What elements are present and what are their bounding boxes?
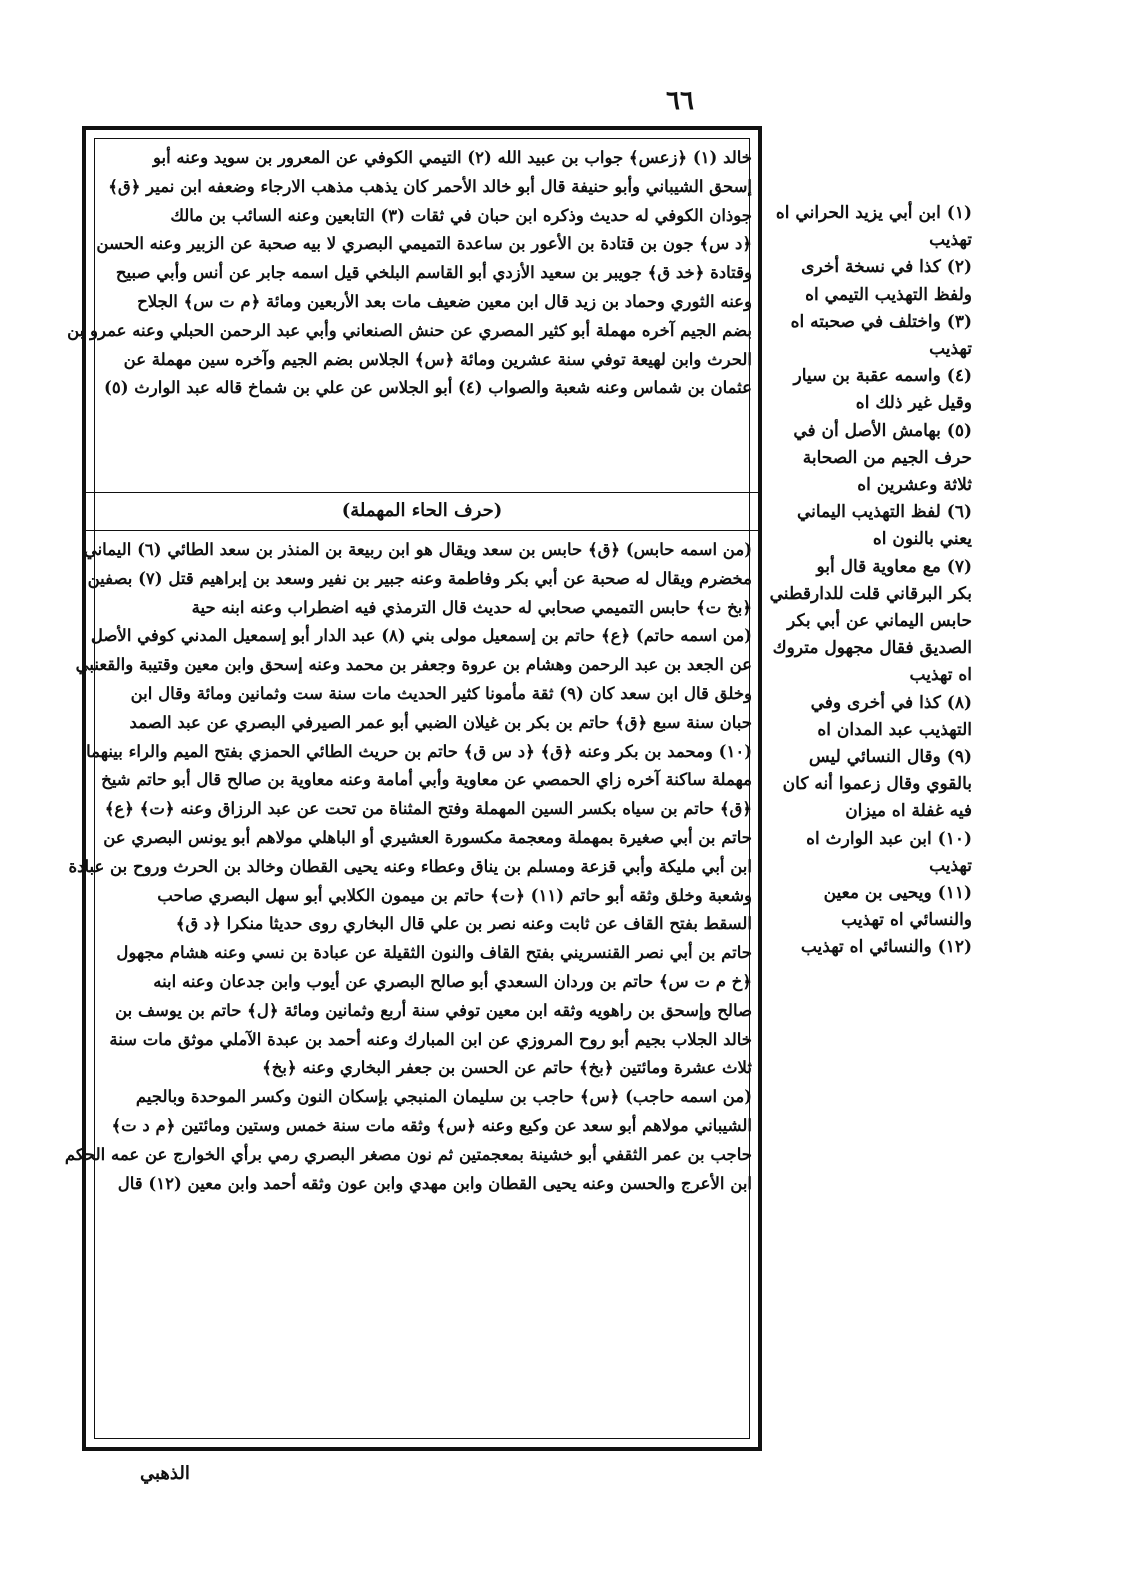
margin-note-line: تهذيب bbox=[929, 339, 972, 360]
text-line: (١٠) ومحمد بن بكر وعنه ﴿ق﴾ ﴿د س ق﴾ حاتم بن حريث الطائي الحمزي بفتح الميم والراء بينهما bbox=[86, 741, 752, 761]
catchword: الذهبي bbox=[140, 1463, 190, 1484]
text-line: صالح وإسحق بن راهويه وثقه ابن معين توفي سنة أربع وثمانين ومائة ﴿ل﴾ حاتم بن يوسف بن bbox=[115, 1000, 752, 1020]
margin-note-line: حرف الجيم من الصحابة bbox=[802, 447, 972, 468]
margin-note-line: وقيل غير ذلك اه bbox=[855, 393, 972, 414]
margin-note-line: تهذيب bbox=[929, 855, 972, 876]
margin-note-line: (٢) كذا في نسخة أخرى bbox=[801, 257, 972, 278]
text-line: ﴿بخ ت﴾ حابس التميمي صحابي له حديث قال الترمذي فيه اضطراب وعنه ابنه حية bbox=[191, 597, 752, 617]
margin-note-line: (٧) مع معاوية قال أبو bbox=[816, 556, 972, 577]
text-line: مهملة ساكنة آخره زاي الحمصي عن معاوية وأبي أمامة وعنه معاوية بن صالح قال أبو حاتم شيخ bbox=[101, 770, 752, 790]
section-heading: (حرف الحاء المهملة) bbox=[341, 500, 503, 521]
text-line: وخلق قال ابن سعد كان (٩) ثقة مأمونا كثير الحديث مات سنة ست وثمانين ومائة وقال ابن bbox=[130, 683, 752, 703]
text-line: إسحق الشيباني وأبو حنيفة قال أبو خالد الأحمر كان يذهب مذهب الارجاء وضعفه ابن نمير ﴿ق﴾ bbox=[108, 176, 752, 196]
text-line: (من اسمه حاجب) ﴿س﴾ حاجب بن سليمان المنبجي بإسكان النون وكسر الموحدة وبالجيم bbox=[135, 1087, 752, 1107]
margin-note-line: (١٠) ابن عبد الوارث اه bbox=[806, 828, 972, 849]
margin-note-line: حابس اليماني عن أبي بكر bbox=[787, 611, 972, 632]
text-line: ﴿خ م ت س﴾ حاتم بن وردان السعدي أبو صالح البصري عن أيوب وابن جدعان وعنه ابنه bbox=[153, 971, 752, 991]
margin-note-line: (٣) واختلف في صحبته اه bbox=[790, 311, 972, 332]
margin-note-line: (١١) ويحيى بن معين bbox=[823, 883, 972, 904]
top-text-block bbox=[67, 144, 752, 403]
margin-note-line: والنسائي اه تهذيب bbox=[841, 910, 972, 931]
text-line: عثمان بن شماس وعنه شعبة والصواب (٤) أبو الجلاس عن علي بن شماخ قاله عبد الوارث (٥) bbox=[104, 378, 752, 398]
text-line: (من اسمه حابس) ﴿ق﴾ حابس بن سعد ويقال هو ابن ربيعة بن المنذر بن سعد الطائي (٦) اليماني bbox=[83, 540, 752, 559]
margin-note-line: تهذيب bbox=[929, 230, 972, 251]
section-divider-bottom bbox=[86, 530, 758, 531]
margin-note-line: اه تهذيب bbox=[909, 665, 972, 686]
margin-note-line: يعني بالنون اه bbox=[872, 529, 972, 550]
text-line: بضم الجيم آخره مهملة أبو كثير المصري عن حنش الصنعاني وأبي عبد الرحمن الحبلي وعنه عمرو بن bbox=[67, 320, 752, 340]
text-line: خالد (١) ﴿زعس﴾ جواب بن عبيد الله (٢) التيمي الكوفي عن المعرور بن سويد وعنه أبو bbox=[152, 148, 752, 167]
text-line: حاتم بن أبي صغيرة بمهملة ومعجمة مكسورة العشيري أو الباهلي مولاهم أبو يونس البصري عن bbox=[103, 827, 752, 847]
text-line: الشيباني مولاهم أبو سعد عن وكيع وعنه ﴿س﴾ وثقه مات سنة خمس وستين ومائتين ﴿م د ت﴾ bbox=[111, 1115, 752, 1135]
text-line: جوذان الكوفي له حديث وذكره ابن حبان في ثقات (٣) التابعين وعنه السائب بن مالك bbox=[170, 205, 752, 225]
margin-note-line: (٩) وقال النسائي ليس bbox=[808, 747, 972, 768]
text-frame bbox=[64, 126, 762, 1451]
margin-note-line: (٨) كذا في أخرى وفي bbox=[810, 692, 972, 713]
margin-note-line: التهذيب عبد المدان اه bbox=[817, 719, 972, 740]
text-line: ﴿د س﴾ جون بن قتادة بن الأعور بن ساعدة التميمي البصري لا بيه صحبة عن الزبير وعنه الحسن bbox=[96, 234, 752, 254]
margin-note-line: بكر البرقاني قلت للدارقطني bbox=[769, 583, 972, 604]
margin-note-line: (٤) واسمه عقبة بن سيار bbox=[793, 366, 972, 387]
text-line: حاجب بن عمر الثقفي أبو خشينة بمعجمتين ثم نون مصغر البصري رمي برأي الخوارج عن عمه الحكم bbox=[64, 1144, 752, 1164]
margin-note-line: بالقوي وقال زعموا أنه كان bbox=[782, 774, 972, 795]
margin-note-line: ثلاثة وعشرين اه bbox=[857, 475, 972, 496]
margin-note-line: (١) ابن أبي يزيد الحراني اه bbox=[775, 203, 972, 223]
text-line: خالد الجلاب بجيم أبو روح المروزي عن ابن المبارك وعنه أحمد بن عبدة الآملي موثق مات سنة bbox=[109, 1029, 752, 1049]
margin-notes bbox=[769, 200, 972, 962]
margin-note-line: (١٢) والنسائي اه تهذيب bbox=[800, 937, 972, 958]
main-text-block bbox=[64, 536, 752, 1198]
margin-note-line: (٥) بهامش الأصل أن في bbox=[793, 420, 972, 441]
margin-note-line: ولفظ التهذيب التيمي اه bbox=[805, 284, 972, 305]
margin-note-line: فيه غفلة اه ميزان bbox=[845, 801, 972, 822]
text-line: ﴿ق﴾ حاتم بن سياه بكسر السين المهملة وفتح المثناة من تحت عن عبد الرزاق وعنه ﴿ت﴾ ﴿ع﴾ bbox=[104, 799, 752, 819]
text-line: ثلاث عشرة ومائتين ﴿بخ﴾ حاتم عن الحسن بن جعفر البخاري وعنه ﴿بخ﴾ bbox=[262, 1058, 752, 1078]
text-line: الحرث وابن لهيعة توفي سنة عشرين ومائة ﴿س﴾ الجلاس بضم الجيم وآخره سين مهملة عن bbox=[123, 349, 752, 369]
text-line: ابن أبي مليكة وأبي قزعة ومسلم بن يناق وعطاء وعنه يحيى القطان وخالد بن الحرث وروح بن عبادة bbox=[68, 856, 752, 876]
text-line: (من اسمه حاتم) ﴿ع﴾ حاتم بن إسمعيل مولى بني (٨) عبد الدار أبو إسمعيل المدني كوفي الأصل bbox=[90, 626, 752, 646]
text-line: حبان سنة سبع ﴿ق﴾ حاتم بن بكر بن غيلان الضبي أبو عمر الصيرفي البصري عن عبد الصمد bbox=[129, 712, 752, 732]
page-number: ٦٦ bbox=[666, 86, 694, 116]
text-line: حاتم بن أبي نصر القنسريني بفتح القاف والنون الثقيلة عن عبادة بن نسي وعنه هشام مجهول bbox=[116, 943, 752, 963]
section-divider-top bbox=[86, 492, 758, 493]
text-line: وشعبة وخلق وثقه أبو حاتم (١١) ﴿ت﴾ حاتم بن ميمون الكلابي أبو سهل البصري صاحب bbox=[157, 885, 752, 905]
text-line: مخضرم ويقال له صحبة عن أبي بكر وفاطمة وعنه جبير بن نفير وسعد بن إبراهيم قتل (٧) بصفين bbox=[87, 568, 752, 588]
text-line: عن الجعد بن عبد الرحمن وهشام بن عروة وجعفر بن محمد وعنه إسحق وابن معين وقتيبة والقعنبي bbox=[75, 655, 752, 675]
text-line: السقط بفتح القاف عن ثابت وعنه نصر بن علي قال البخاري روى حديثا منكرا ﴿د ق﴾ bbox=[175, 914, 752, 934]
text-line: وقتادة ﴿خد ق﴾ جويبر بن سعيد الأزدي أبو القاسم البلخي قيل اسمه جابر عن أنس وأبي صبيح bbox=[115, 263, 752, 283]
margin-note-line: الصديق فقال مجهول متروك bbox=[772, 638, 972, 659]
text-line: ابن الأعرج والحسن وعنه يحيى القطان وابن مهدي وابن عون وثقه أحمد وابن معين (١٢) قال bbox=[117, 1173, 752, 1193]
margin-note-line: (٦) لفظ التهذيب اليماني bbox=[796, 502, 972, 523]
text-line: وعنه الثوري وحماد بن زيد قال ابن معين ضعيف مات بعد الأربعين ومائة ﴿م ت س﴾ الجلاح bbox=[137, 291, 752, 311]
